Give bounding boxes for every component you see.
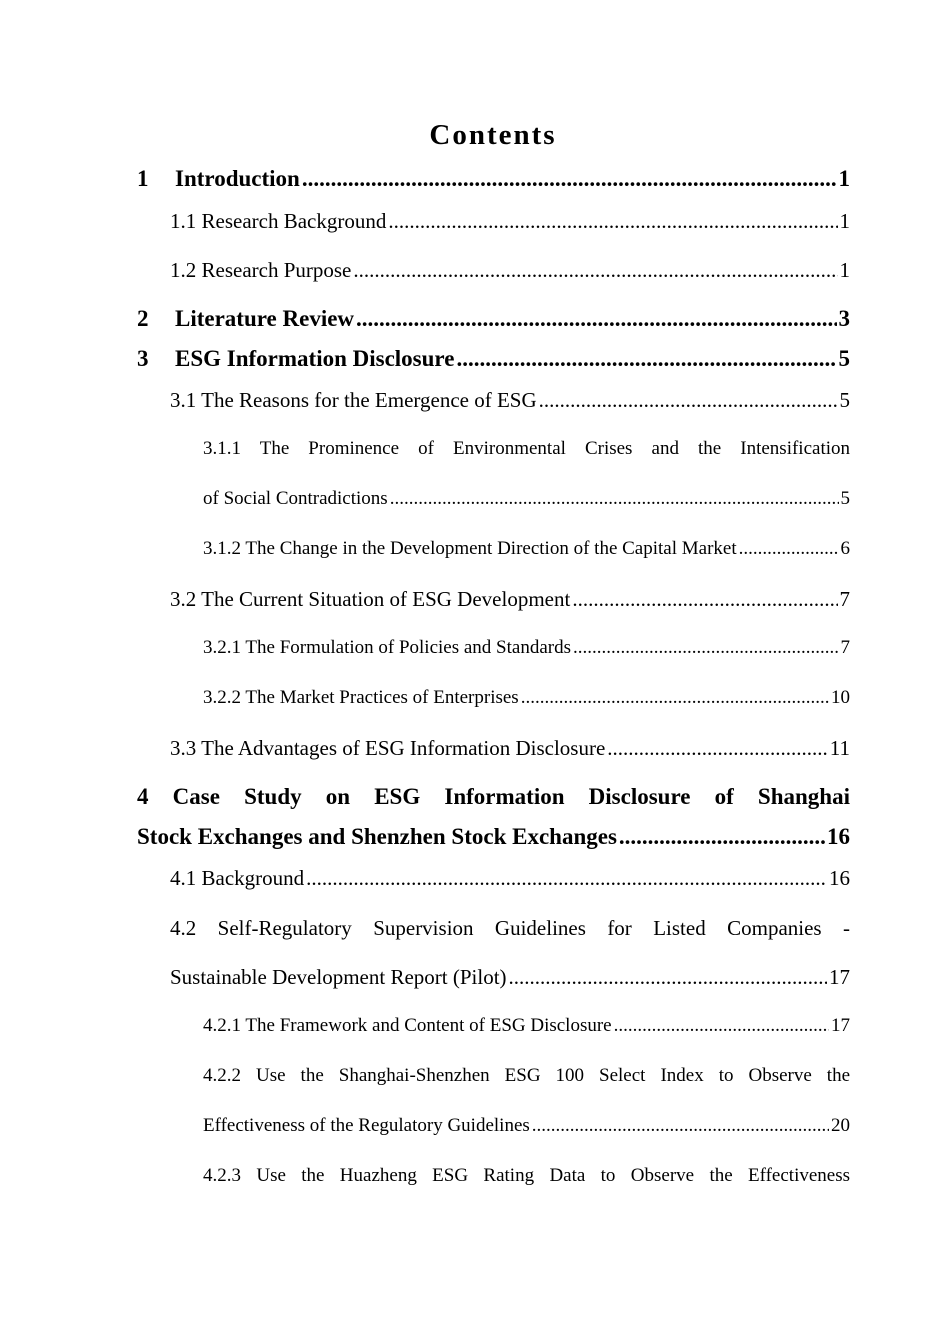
toc-title: Contents	[429, 119, 557, 151]
dot-leader	[739, 538, 839, 560]
toc-entry-2[interactable]	[137, 306, 850, 332]
toc-entry-4-2-2[interactable]	[203, 1115, 850, 1137]
toc-page-number: 10	[831, 687, 850, 708]
toc-page-number: 16	[829, 866, 850, 890]
toc-entry-text: Introduction	[175, 166, 300, 191]
toc-page-number: 5	[838, 346, 850, 371]
toc-entry-4-2[interactable]	[170, 965, 850, 990]
toc-page-number: 5	[840, 488, 850, 509]
toc-entry-4-1[interactable]	[170, 866, 850, 891]
toc-entry-text: 3.2.2 The Market Practices of Enterprises	[203, 687, 519, 708]
dot-leader	[619, 824, 825, 850]
toc-entry-4-2-2-line1[interactable]: 4.2.2 Use the Shanghai-Shenzhen ESG 100 Select Index to Observe the	[203, 1065, 850, 1086]
toc-entry-text: 1.2 Research Purpose	[170, 258, 352, 282]
toc-entry-4[interactable]	[137, 824, 850, 850]
toc-page-number: 20	[831, 1115, 850, 1136]
toc-entry-text: 3.1 The Reasons for the Emergence of ESG	[170, 388, 537, 412]
toc-entry-3-1-1-line1[interactable]: 3.1.1 The Prominence of Environmental Crises and the Intensification	[203, 438, 850, 459]
toc-entry-text: Effectiveness of the Regulatory Guidelines	[203, 1115, 530, 1136]
toc-entry-text: ESG Information Disclosure	[175, 346, 455, 371]
toc-page-number: 7	[840, 637, 850, 658]
toc-entry-1[interactable]	[137, 166, 850, 192]
toc-page-number: 1	[838, 166, 850, 191]
toc-page-number: 7	[839, 587, 850, 611]
dot-leader	[390, 488, 839, 510]
toc-entry-3[interactable]	[137, 346, 850, 372]
toc-entry-text: 4.2.1 The Framework and Content of ESG Disclosure	[203, 1015, 612, 1036]
toc-page-number: 5	[839, 388, 850, 412]
toc-entry-4-2-3-line1[interactable]: 4.2.3 Use the Huazheng ESG Rating Data to Observe the Effectiveness	[203, 1165, 850, 1186]
toc-page-number: 6	[840, 538, 850, 559]
dot-leader	[532, 1115, 829, 1137]
toc-entry-3-1-1[interactable]	[203, 488, 850, 510]
toc-entry-text: Sustainable Development Report (Pilot)	[170, 965, 507, 989]
dot-leader	[573, 637, 839, 659]
toc-entry-3-2[interactable]	[170, 587, 850, 612]
toc-entry-text: Stock Exchanges and Shenzhen Stock Exchanges	[137, 824, 617, 849]
dot-leader	[356, 306, 836, 332]
toc-page-number: 11	[829, 736, 850, 760]
dot-leader	[456, 346, 836, 372]
toc-entry-number: 3	[137, 346, 149, 371]
toc-page-number: 1	[839, 209, 850, 233]
dot-leader	[509, 965, 827, 990]
toc-entry-4-2-line1[interactable]: 4.2 Self-Regulatory Supervision Guidelines for Listed Companies -	[170, 916, 850, 940]
toc-entry-text: 3.1.2 The Change in the Development Direction of the Capital Market	[203, 538, 737, 559]
toc-entry-text: 3.2.1 The Formulation of Policies and Standards	[203, 637, 571, 658]
dot-leader	[353, 258, 837, 283]
toc-entry-3-2-1[interactable]	[203, 637, 850, 659]
toc-entry-text: 4.1 Background	[170, 866, 305, 890]
dot-leader	[539, 388, 838, 413]
toc-page-number: 17	[829, 965, 850, 989]
toc-page-number: 17	[831, 1015, 850, 1036]
toc-entry-number: 2	[137, 306, 149, 331]
toc-entry-1-1[interactable]	[170, 209, 850, 234]
toc-page-number: 3	[838, 306, 850, 331]
dot-leader	[388, 209, 837, 234]
toc-entry-4-line1[interactable]: 4 Case Study on ESG Information Disclosure of Shanghai	[137, 784, 850, 809]
dot-leader	[306, 866, 827, 891]
toc-page-number: 1	[839, 258, 850, 282]
dot-leader	[521, 687, 829, 709]
toc-entry-text: 3.2 The Current Situation of ESG Development	[170, 587, 571, 611]
dot-leader	[607, 736, 827, 761]
dot-leader	[302, 166, 837, 192]
toc-page-number: 16	[827, 824, 850, 849]
toc-entry-text: 1.1 Research Background	[170, 209, 387, 233]
toc-entry-3-1[interactable]	[170, 388, 850, 413]
toc-entry-text: of Social Contradictions	[203, 488, 388, 509]
dot-leader	[614, 1015, 829, 1037]
toc-entry-number: 1	[137, 166, 149, 191]
toc-entry-3-2-2[interactable]	[203, 687, 850, 709]
toc-entry-3-1-2[interactable]	[203, 538, 850, 560]
toc-entry-4-2-1[interactable]	[203, 1015, 850, 1037]
toc-entry-text: Literature Review	[175, 306, 355, 331]
toc-entry-3-3[interactable]	[170, 736, 850, 761]
toc-entry-1-2[interactable]	[170, 258, 850, 283]
dot-leader	[572, 587, 837, 612]
toc-entry-text: 3.3 The Advantages of ESG Information Disclosure	[170, 736, 606, 760]
